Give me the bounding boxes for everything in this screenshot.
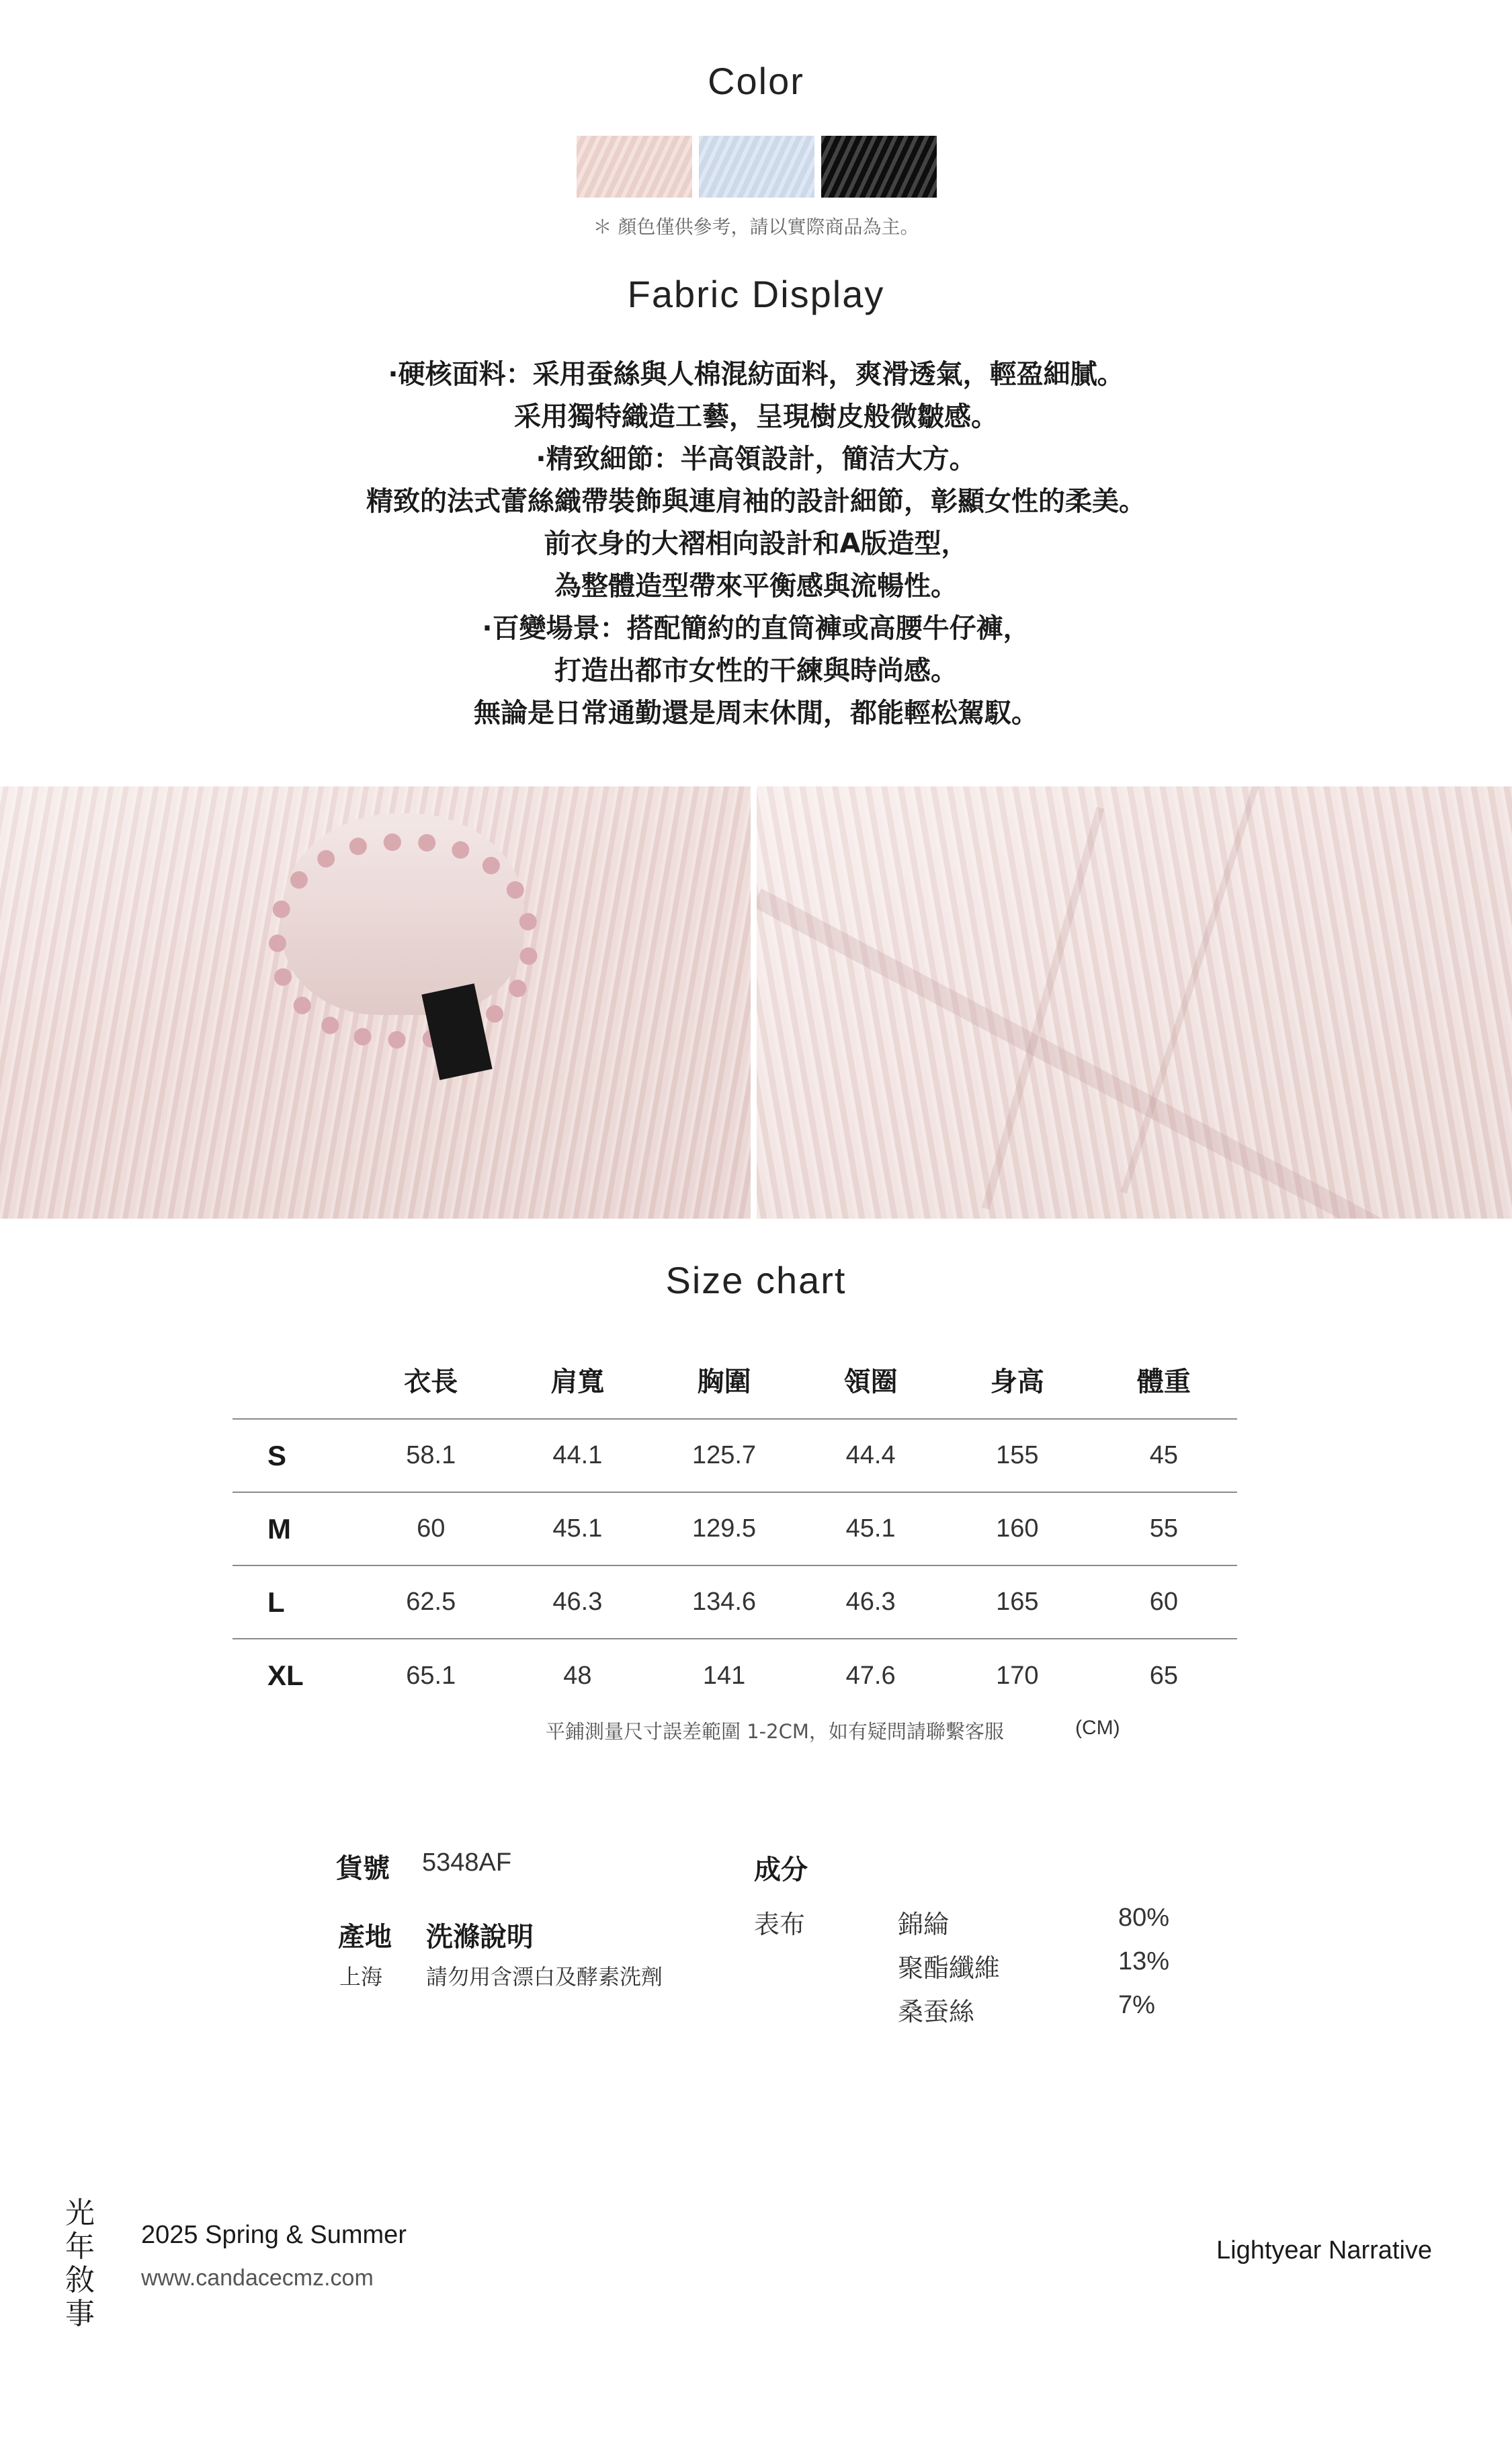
material-name: 錦綸 (898, 1910, 950, 1939)
material-percent: 13% (1118, 1947, 1170, 1975)
fabric-line: ·精致細節：半高領設計，簡洁大方。 (536, 444, 976, 475)
fabric-line: ·硬核面料：采用蚕絲與人棉混紡面料，爽滑透氣，輕盈細膩。 (388, 359, 1124, 390)
season-label: 2025 Spring & Summer (141, 2221, 407, 2249)
fabric-title: Fabric Display (627, 273, 885, 315)
size-table (233, 1341, 1237, 1712)
table-cell: 46.3 (798, 1565, 944, 1639)
fabric-line: 無論是日常通勤還是周末休閒，都能輕松駕馭。 (474, 698, 1038, 729)
material-percent: 80% (1118, 1904, 1170, 1932)
table-row (233, 1565, 1237, 1639)
fabric-label: 表布 (754, 1910, 806, 1939)
pleat-fold (757, 889, 1428, 1219)
fabric-description (0, 354, 1512, 735)
composition-label: 成分 (754, 1854, 808, 1885)
color-note: ＊ 顏色僅供參考，請以實際商品為主。 (593, 216, 919, 238)
color-swatches (577, 136, 937, 198)
table-row (233, 1492, 1237, 1565)
brand-char: 年 (65, 2230, 95, 2264)
table-cell: 125.7 (650, 1419, 797, 1492)
item-no-value: 5348AF (422, 1848, 512, 1877)
table-cell: 45.1 (504, 1492, 650, 1565)
table-header: 體重 (1136, 1367, 1191, 1397)
origin-label: 產地 (338, 1922, 392, 1953)
size-label: L (233, 1565, 358, 1639)
table-cell: 58.1 (358, 1419, 504, 1492)
fabric-line: 采用獨特織造工藝，呈現樹皮般微皺感。 (514, 401, 998, 432)
pleat-detail-photo (757, 786, 1512, 1219)
table-header: 領圈 (843, 1367, 898, 1397)
fabric-line: ·百變場景：搭配簡約的直筒褲或高腰牛仔褲， (482, 613, 1030, 644)
table-cell: 141 (650, 1639, 797, 1712)
pleat-fold (982, 807, 1104, 1209)
table-cell: 155 (944, 1419, 1091, 1492)
table-cell: 47.6 (798, 1639, 944, 1712)
table-header (233, 1341, 358, 1419)
table-cell: 170 (944, 1639, 1091, 1712)
table-cell: 55 (1091, 1492, 1237, 1565)
table-cell: 48 (504, 1639, 650, 1712)
table-row (233, 1639, 1237, 1712)
size-label: S (233, 1419, 358, 1492)
origin-value: 上海 (339, 1964, 383, 1990)
material-percent: 7% (1118, 1991, 1155, 2019)
pink-swatch[interactable] (577, 136, 692, 198)
wash-label: 洗滌說明 (426, 1922, 534, 1953)
table-cell: 60 (1091, 1565, 1237, 1639)
table-cell: 60 (358, 1492, 504, 1565)
table-cell: 160 (944, 1492, 1091, 1565)
brand-char: 敘 (65, 2263, 95, 2297)
table-cell: 129.5 (650, 1492, 797, 1565)
table-cell: 65.1 (358, 1639, 504, 1712)
table-cell: 62.5 (358, 1565, 504, 1639)
brand-vertical (63, 2197, 97, 2331)
table-cell: 44.4 (798, 1419, 944, 1492)
fabric-line: 為整體造型帶來平衡感與流暢性。 (554, 571, 958, 602)
wash-value: 請勿用含漂白及酵素洗劑 (426, 1964, 663, 1990)
table-cell: 165 (944, 1565, 1091, 1639)
lace-trim (269, 833, 538, 1049)
size-label: XL (233, 1639, 358, 1712)
black-swatch[interactable] (821, 136, 937, 198)
size-unit: (CM) (1075, 1717, 1120, 1739)
table-cell: 46.3 (504, 1565, 650, 1639)
color-title: Color (708, 60, 804, 102)
table-header: 身高 (990, 1367, 1044, 1397)
size-note: 平鋪測量尺寸誤差範圍 1-2CM，如有疑問請聯繫客服 (546, 1720, 1004, 1743)
table-header: 肩寬 (550, 1367, 605, 1397)
size-label: M (233, 1492, 358, 1565)
material-name: 桑蚕絲 (898, 1997, 975, 2027)
table-cell: 45.1 (798, 1492, 944, 1565)
brand-char: 光 (65, 2196, 95, 2230)
table-cell: 44.1 (504, 1419, 650, 1492)
table-header: 胸圍 (697, 1367, 751, 1397)
table-cell: 45 (1091, 1419, 1237, 1492)
light-blue-swatch[interactable] (699, 136, 814, 198)
brand-tagline: Lightyear Narrative (1216, 2236, 1433, 2265)
table-cell: 134.6 (650, 1565, 797, 1639)
table-header-row (233, 1341, 1237, 1419)
fabric-line: 前衣身的大褶相向設計和A版造型， (544, 528, 968, 559)
fabric-line: 精致的法式蕾絲織帶裝飾與連肩袖的設計細節，彰顯女性的柔美。 (366, 486, 1146, 517)
table-row (233, 1419, 1237, 1492)
brand-char: 事 (65, 2297, 95, 2331)
size-chart-title: Size chart (665, 1259, 847, 1301)
collar-detail-photo (0, 786, 751, 1219)
item-no-label: 貨號 (336, 1853, 390, 1884)
fabric-line: 打造出都市女性的干練與時尚感。 (554, 655, 958, 686)
material-name: 聚酯纖維 (898, 1953, 1001, 1983)
table-header: 衣長 (404, 1367, 458, 1397)
website-link[interactable]: www.candacecmz.com (141, 2265, 374, 2291)
table-cell: 65 (1091, 1639, 1237, 1712)
